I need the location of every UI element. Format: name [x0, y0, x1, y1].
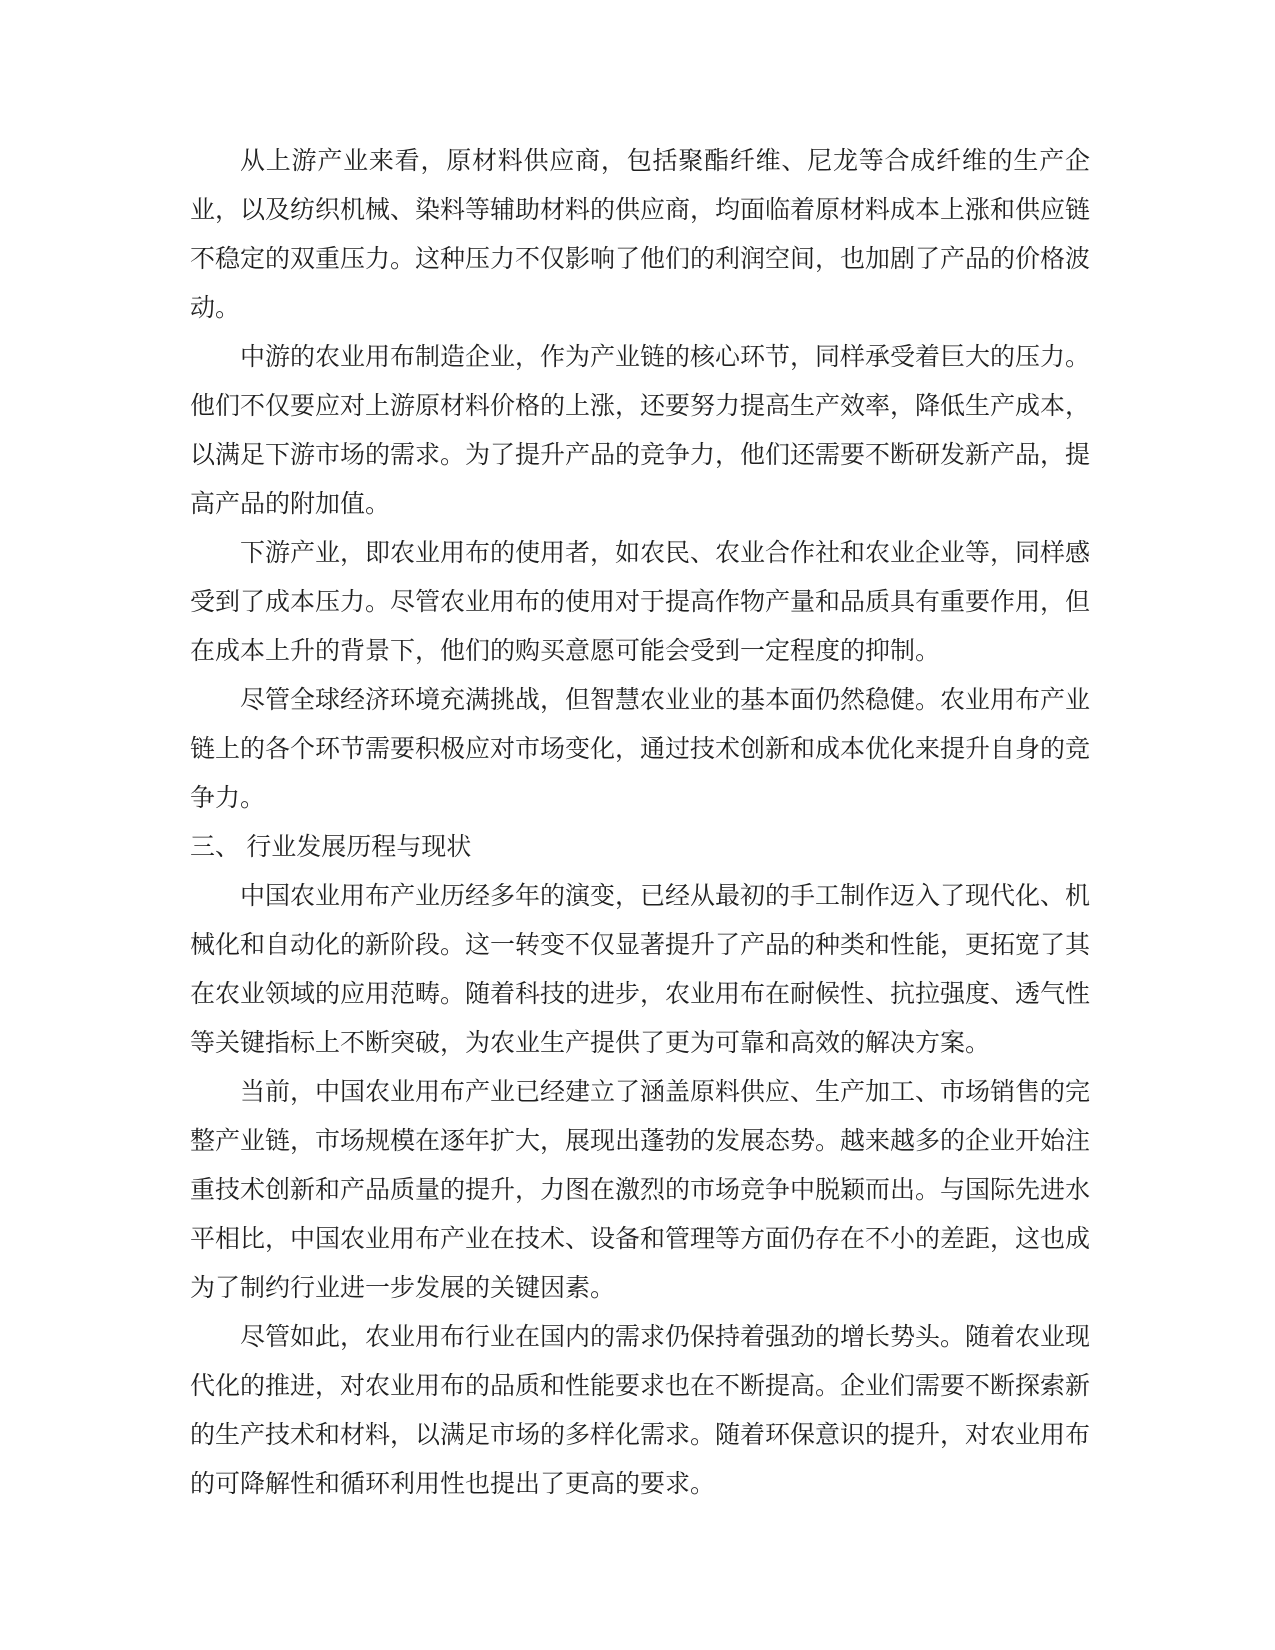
body-paragraph: 当前，中国农业用布产业已经建立了涵盖原料供应、生产加工、市场销售的完整产业链，市场规模在逐年扩大，展现出蓬勃的发展态势。越来越多的企业开始注重技术创新和产品质量的提升，力图在激烈的市场竞争中脱颖而出。与国际先进水平相比，中国农业用布产业在技术、设备和管理等方面仍存在不小的差距，这也成为了制约行业进一步发展的关键因素。: [190, 1079, 1091, 1302]
body-paragraph: 中游的农业用布制造企业，作为产业链的核心环节，同样承受着巨大的压力。他们不仅要应对上游原材料价格的上涨，还要努力提高生产效率，降低生产成本，以满足下游市场的需求。为了提升产品的竞争力，他们还需要不断研发新产品，提高产品的附加值。: [190, 344, 1091, 518]
body-paragraph: 尽管全球经济环境充满挑战，但智慧农业业的基本面仍然稳健。农业用布产业链上的各个环节需要积极应对市场变化，通过技术创新和成本优化来提升自身的竞争力。: [190, 687, 1091, 812]
body-paragraph: 中国农业用布产业历经多年的演变，已经从最初的手工制作迈入了现代化、机械化和自动化的新阶段。这一转变不仅显著提升了产品的种类和性能，更拓宽了其在农业领域的应用范畴。随着科技的进步，农业用布在耐候性、抗拉强度、透气性等关键指标上不断突破，为农业生产提供了更为可靠和高效的解决方案。: [190, 883, 1091, 1057]
body-paragraph: 下游产业，即农业用布的使用者，如农民、农业合作社和农业企业等，同样感受到了成本压力。尽管农业用布的使用对于提高作物产量和品质具有重要作用，但在成本上升的背景下，他们的购买意愿可能会受到一定程度的抑制。: [190, 540, 1091, 665]
document-content: [190, 137, 1090, 1509]
section-heading: 三、 行业发展历程与现状: [190, 834, 472, 861]
body-paragraph: 从上游产业来看，原材料供应商，包括聚酯纤维、尼龙等合成纤维的生产企业，以及纺织机械、染料等辅助材料的供应商，均面临着原材料成本上涨和供应链不稳定的双重压力。这种压力不仅影响了他们的利润空间，也加剧了产品的价格波动。: [190, 148, 1091, 322]
body-paragraph: 尽管如此，农业用布行业在国内的需求仍保持着强劲的增长势头。随着农业现代化的推进，对农业用布的品质和性能要求也在不断提高。企业们需要不断探索新的生产技术和材料，以满足市场的多样化需求。随着环保意识的提升，对农业用布的可降解性和循环利用性也提出了更高的要求。: [190, 1324, 1091, 1498]
